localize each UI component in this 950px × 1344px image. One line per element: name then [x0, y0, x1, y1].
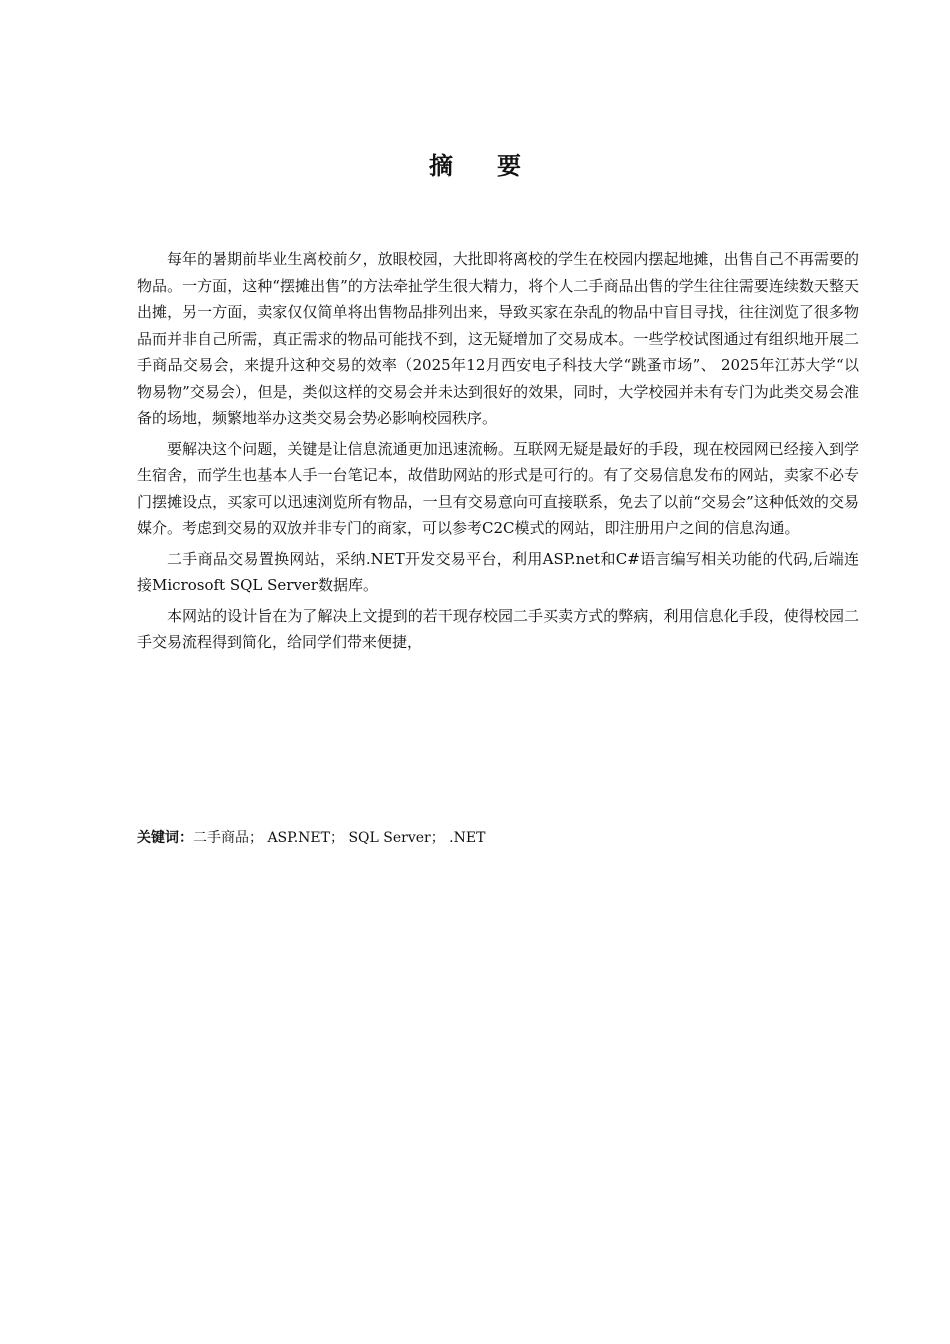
abstract-paragraph-4: 本网站的设计旨在为了解决上文提到的若干现存校园二手买卖方式的弊病，利用信息化手段，使得校园二手交易流程得到简化，给同学们带来便捷，	[137, 606, 859, 651]
keywords-line	[137, 826, 859, 850]
keyword-item: ASP.NET；	[263, 830, 344, 846]
abstract-paragraph-2: 要解决这个问题，关键是让信息流通更加迅速流畅。互联网无疑是最好的手段，现在校园网已经接入到学生宿舍，而学生也基本人手一台笔记本，故借助网站的形式是可行的。有了交易信息发布的网站，卖家不必专门摆摊设点，买家可以迅速浏览所有物品，一旦有交易意向可直接联系，免去了以前“交易会”这种低效的交易媒介。考虑到交易的双放并非专门的商家，可以参考C2C模式的网站，即注册用户之间的信息沟通。	[137, 439, 859, 537]
abstract-paragraph-1: 每年的暑期前毕业生离校前夕，放眼校园，大批即将离校的学生在校园内摆起地摊，出售自己不再需要的物品。一方面，这种“摆摊出售”的方法牵扯学生很大精力，将个人二手商品出售的学生往往需要连续数天整天出摊，另一方面，卖家仅仅简单将出售物品排列出来，导致买家在杂乱的物品中盲目寻找，往往浏览了很多物品而并非自己所需，真正需求的物品可能找不到，这无疑增加了交易成本。一些学校试图通过有组织地开展二手商品交易会，来提升这种交易的效率（2025年12月西安电子科技大学“跳蚤市场”、 2025年江苏大学“以物易物”交易会），但是，类似这样的交易会并未达到很好的效果，同时，大学校园并未有专门为此类交易会准备的场地，频繁地举办这类交易会势必影响校园秩序。	[137, 250, 859, 427]
title-char-2: 要	[497, 151, 521, 180]
abstract-body	[137, 246, 859, 660]
keyword-item: SQL Server；	[344, 830, 445, 846]
abstract-title	[0, 146, 950, 181]
title-char-1: 摘	[429, 151, 453, 180]
abstract-paragraph-3: 二手商品交易置换网站，采纳.NET开发交易平台，利用ASP.net和C#语言编写相关功能的代码,后端连接Microsoft SQL Server数据库。	[137, 549, 859, 594]
keyword-item: .NET	[444, 830, 486, 846]
keyword-item: 二手商品；	[193, 830, 263, 846]
keywords-label: 关键词：	[137, 830, 193, 846]
